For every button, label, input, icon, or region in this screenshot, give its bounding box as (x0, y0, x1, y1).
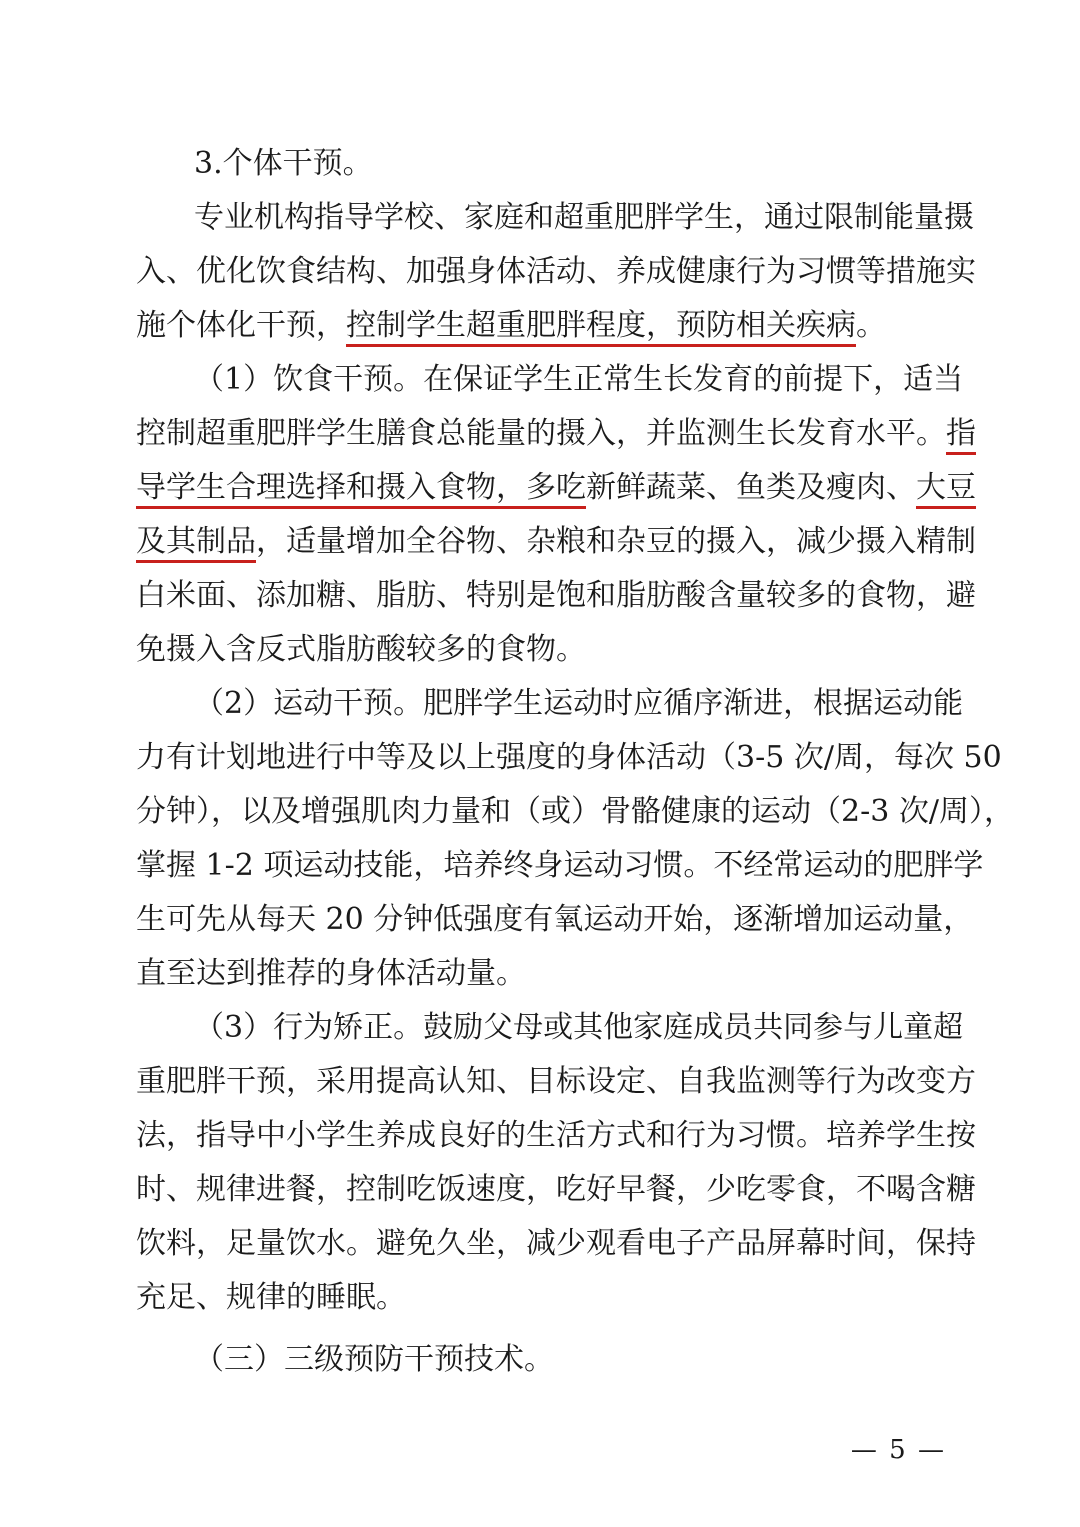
underlined-text: 大豆 (916, 470, 976, 505)
text-segment: 施个体化干预， (136, 308, 346, 343)
behavior-correction-heading-line: （3）行为矫正。鼓励父母或其他家庭成员共同参与儿童超 (194, 1010, 964, 1045)
paragraph-line (136, 515, 976, 569)
paragraph-line: 掌握 1-2 项运动技能，培养终身运动习惯。不经常运动的肥胖学 (136, 848, 984, 883)
paragraph-line: 专业机构指导学校、家庭和超重肥胖学生，通过限制能量摄 (194, 200, 974, 235)
paragraph-line: 力有计划地进行中等及以上强度的身体活动（3-5 次/周，每次 50 (136, 740, 1002, 775)
text-segment: 控制超重肥胖学生膳食总能量的摄入，并监测生长发育水平。 (136, 416, 946, 451)
paragraph-line: 充足、规律的睡眠。 (136, 1280, 406, 1315)
underlined-text: 控制学生超重肥胖程度，预防相关疾病 (346, 308, 856, 343)
paragraph-line (136, 299, 946, 353)
paragraph-line: 白米面、添加糖、脂肪、特别是饱和脂肪酸含量较多的食物，避 (136, 578, 976, 613)
section-heading-individual-intervention: 3.个体干预。 (194, 146, 373, 181)
paragraph-line: 直至达到推荐的身体活动量。 (136, 956, 526, 991)
underlined-text: 指 (946, 416, 976, 451)
section-heading-tertiary-prevention: （三）三级预防干预技术。 (194, 1342, 554, 1377)
page-number: — 5 — (850, 1435, 946, 1465)
paragraph-line: 时、规律进餐，控制吃饭速度，吃好早餐，少吃零食，不喝含糖 (136, 1172, 976, 1207)
paragraph-line: 分钟），以及增强肌肉力量和（或）骨骼健康的运动（2-3 次/周）， (136, 794, 1014, 829)
paragraph-line: 法，指导中小学生养成良好的生活方式和行为习惯。培养学生按 (136, 1118, 976, 1153)
underlined-text: 导学生合理选择和摄入食物，多吃 (136, 470, 586, 505)
paragraph-line (136, 407, 976, 461)
diet-intervention-heading-line: （1）饮食干预。在保证学生正常生长发育的前提下，适当 (194, 362, 964, 397)
text-segment: ，适量增加全谷物、杂粮和杂豆的摄入，减少摄入精制 (256, 524, 976, 559)
paragraph-line (136, 461, 976, 515)
paragraph-line: 重肥胖干预，采用提高认知、目标设定、自我监测等行为改变方 (136, 1064, 976, 1099)
exercise-intervention-heading-line: （2）运动干预。肥胖学生运动时应循序渐进，根据运动能 (194, 686, 964, 721)
paragraph-line: 免摄入含反式脂肪酸较多的食物。 (136, 632, 586, 667)
paragraph-line: 入、优化饮食结构、加强身体活动、养成健康行为习惯等措施实 (136, 254, 976, 289)
text-segment: 。 (856, 308, 886, 343)
text-segment: 新鲜蔬菜、鱼类及瘦肉、 (586, 470, 916, 505)
paragraph-line: 饮料，足量饮水。避免久坐，减少观看电子产品屏幕时间，保持 (136, 1226, 976, 1261)
underlined-text: 及其制品 (136, 524, 256, 559)
paragraph-line: 生可先从每天 20 分钟低强度有氧运动开始，逐渐增加运动量， (136, 902, 974, 937)
